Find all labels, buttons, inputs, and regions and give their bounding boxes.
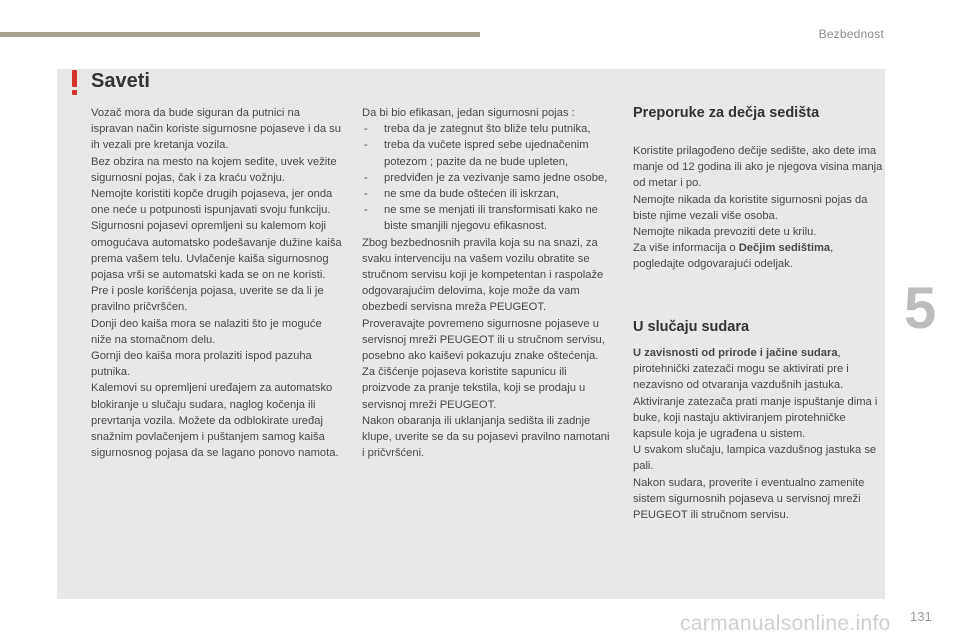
- column-seatbelt-usage: [91, 105, 343, 461]
- column-seatbelt-efficiency: [362, 105, 612, 461]
- paragraph: Vozač mora da bude siguran da putnici na ispravan način koriste sigurnosne pojaseve i da su ih vezali pre kretanja vozila.: [91, 107, 341, 152]
- paragraph: Nemojte koristiti kopče drugih pojaseva, jer onda one neće u potpunosti ispunjavati svoju funkciju.: [91, 188, 333, 217]
- paragraph: Za čišćenje pojaseva koristite sapunicu ili proizvode za pranje tekstila, koji se prodaju u servisnoj mreži PEUGEOT.: [362, 366, 586, 411]
- child-seat-heading: Preporuke za dečja sedišta: [633, 105, 820, 121]
- lead-rest: , pirotehnički zatezači mogu se aktivirati pre i nezavisno od otvaranja vazdušnih jastuka.: [633, 347, 849, 392]
- paragraph: Proveravajte povremeno sigurnosne pojaseve u servisnoj mreži PEUGEOT ili u stručnom servisu, posebno ako kaiševi pokazuju znake oštećenja.: [362, 317, 605, 363]
- list-intro: Da bi bio efikasan, jedan sigurnosni pojas :: [362, 107, 575, 119]
- section-title: Bezbednost: [818, 27, 884, 41]
- list-item: [362, 186, 612, 202]
- paragraph: U svakom slučaju, lampica vazdušnog jastuka se pali.: [633, 444, 877, 473]
- paragraph: Nakon obaranja ili uklanjanja sedišta ili zadnje klupe, uverite se da su pojasevi pravilno namotani i pričvršćeni.: [362, 414, 610, 460]
- paragraph: Donji deo kaiša mora se nalaziti što je moguće niže na stomačnom delu.: [91, 317, 322, 346]
- paragraph: Nakon sudara, proverite i eventualno zamenite sistem sigurnosnih pojaseva u servisnoj mreži PEUGEOT ili stručnom servisu.: [633, 476, 865, 522]
- paragraph: Pre i posle korišćenja pojasa, uverite se da li je pravilno pričvršćen.: [91, 285, 324, 314]
- list-dash: -: [364, 139, 368, 152]
- lead-paragraph: [633, 345, 883, 394]
- list-dash: -: [364, 204, 368, 217]
- paragraph: Aktiviranje zatezača prati manje ispuštanje dima i buke, koji nastaju aktiviranjem pirotehničke kapsule koja je ugrađena u sistem.: [633, 395, 878, 441]
- list-item-text: ne sme da bude oštećen ili iskrzan,: [384, 188, 559, 201]
- panel-title: Saveti: [91, 70, 150, 92]
- info-prefix: Za više informacija o: [633, 242, 739, 255]
- list-dash: -: [364, 171, 368, 184]
- header-accent-bar: [0, 32, 480, 37]
- list-item-text: treba da je zategnut što bliže telu putnika,: [384, 123, 591, 136]
- collision-heading: U slučaju sudara: [633, 319, 750, 335]
- lead-bold: U zavisnosti od prirode i jačine sudara: [633, 347, 838, 359]
- paragraph: Koristite prilagođeno dečije sedište, ako dete ima manje od 12 godina ili ako je njegova visina manja od metar i po.: [633, 145, 883, 190]
- list-item: [362, 121, 612, 137]
- list-item: [362, 137, 612, 169]
- list-item-text: ne sme se menjati ili transformisati kako ne biste smanjili njegovu efikasnost.: [384, 204, 598, 233]
- chapter-number: 5: [904, 276, 937, 341]
- paragraph: Nemojte nikada da koristite sigurnosni pojas da biste njime vezali više osoba.: [633, 193, 868, 222]
- info-link-text: Dečjim sedištima: [738, 242, 831, 255]
- info-suffix: , pogledajte odgovarajući odeljak.: [633, 242, 834, 271]
- list-item: [362, 170, 612, 186]
- page-number: 131: [910, 609, 932, 624]
- exclamation-icon: [67, 70, 81, 96]
- paragraph: Zbog bezbednosnih pravila koja su na snazi, za svaku intervenciju na vašem vozilu obratite se stručnom servisu koji je kompetentan i raspolaže odgovarajućim delovima, koje može da vam obezbedi servisna mreža PEUGEOT.: [362, 236, 604, 314]
- list-item: [362, 202, 612, 234]
- watermark: carmanualsonline.info: [680, 612, 891, 635]
- paragraph: Kalemovi su opremljeni uređajem za automatsko blokiranje u slučaju sudara, naglog kočenja ili prevrtanja vozila. Možete da odblokirate uređaj snažnim povlačenjem i puštanjem samog kaiša sigurnosnog pojasa da se lagano ponovo namota.: [91, 382, 339, 460]
- list-item-text: predviđen je za vezivanje samo jedne osobe,: [384, 171, 608, 184]
- info-paragraph: [633, 240, 883, 272]
- paragraph: Gornji deo kaiša mora prolaziti ispod pazuha putnika.: [91, 350, 312, 379]
- paragraph: Sigurnosni pojasevi opremljeni su kalemom koji omogućava automatsko podešavanje dužine kaiša prema vašem telu. Uvlačenje kaiša sigurnosnog pojasa vrši se automatski kada se on ne koristi.: [91, 220, 342, 282]
- list-item-text: treba da vučete ispred sebe ujednačenim potezom ; pazite da ne bude upleten,: [384, 139, 589, 168]
- list-dash: -: [364, 123, 368, 136]
- list-dash: -: [364, 188, 368, 201]
- paragraph: Bez obzira na mesto na kojem sedite, uvek vežite sigurnosni pojas, čak i za kraću vožnju.: [91, 155, 337, 184]
- column-child-seats: [633, 143, 883, 273]
- column-collision: [633, 345, 883, 523]
- paragraph: Nemojte nikada prevoziti dete u krilu.: [633, 226, 817, 239]
